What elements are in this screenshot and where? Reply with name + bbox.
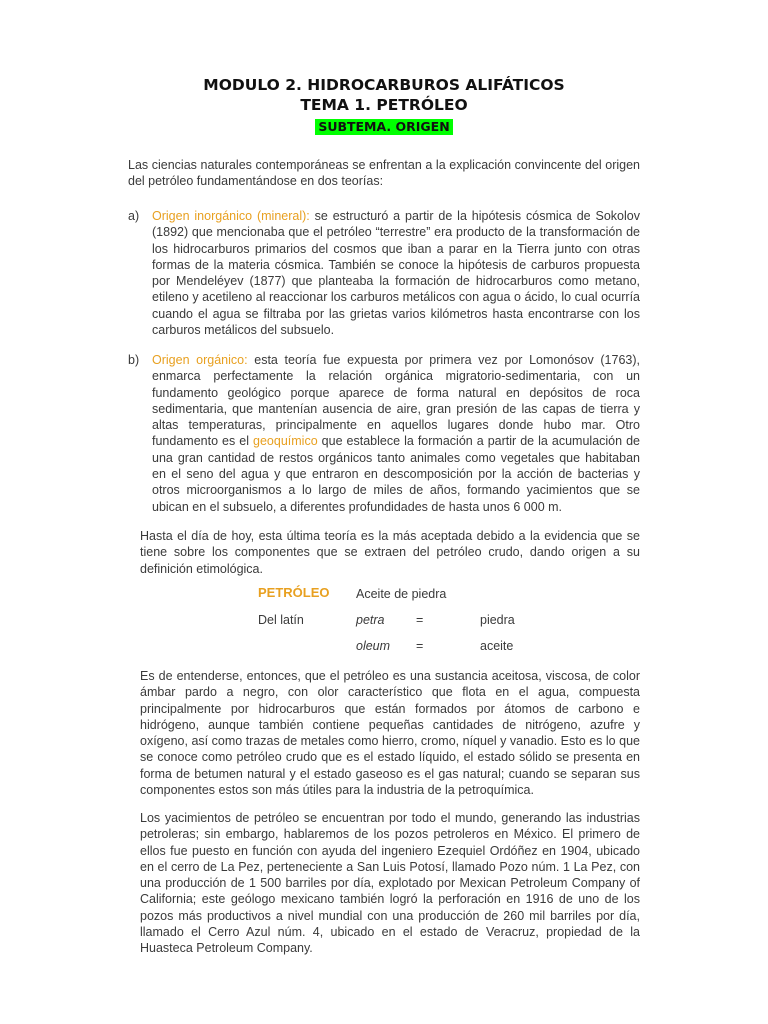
organic-origin-label: Origen orgánico: (152, 353, 248, 367)
organic-origin-text-2: que establece la formación a partir de la acumulación de una gran cantidad de restos orgánicos tanto animales como vegetales que habitaban en el seno del agua y que entraron en descomposición por la acción de bacterias y otros microorganismos a lo largo de miles de años, formando yacimientos que se ubican en el subsuelo, a diferentes profundidades de hasta unos 6 000 m. (152, 434, 641, 514)
organic-origin-text-1: esta teoría fue expuesta por primera vez por Lomonósov (1763), enmarca perfectamente la relación orgánica migratorio-sedimentaria, con un fundamento geológico porque aparece de forma natural en depósitos de roca sedimentaria, que mantenían ausencia de aire, gran presión de las capas de tierra y altas temperaturas, principalmente en aquellos lugares donde hubo mar. Otro fundamento es el (152, 353, 640, 449)
subtopic-label: SUBTEMA. ORIGEN (315, 119, 452, 135)
equals-sign-1: = (416, 613, 424, 627)
topic-title: TEMA 1. PETRÓLEO (300, 96, 468, 114)
petroleum-description-paragraph: Es de entenderse, entonces, que el petróleo es una sustancia aceitosa, viscosa, de color ámbar pardo a negro, con olor característico que flota en el agua, compuesta principalmente por hidrocarburos que están formados por átomos de carbono e hidrógeno, aunque también contiene pequeñas cantidades de nitrógeno, azufre y oxígeno, así como trazas de metales como hierro, cromo, níquel y vanadio. Esto es lo que se conoce como petróleo crudo que es el estado líquido, el estado sólido se presenta en forma de betumen natural y el estado gaseoso es el gas natural; cuando se separan sus componentes estos son más útiles para la industria de la petroquímica. (140, 669, 640, 798)
module-title: MODULO 2. HIDROCARBUROS ALIFÁTICOS (203, 76, 565, 94)
latin-word-petra: petra (356, 613, 385, 627)
etymology-meaning: Aceite de piedra (356, 587, 447, 601)
list-item-inorganic (152, 208, 640, 338)
translation-aceite: aceite (480, 639, 514, 653)
list-item-organic (152, 352, 640, 515)
inorganic-origin-text: se estructuró a partir de la hipótesis cósmica de Sokolov (1892) que mencionaba que el petróleo “terrestre” era producto de la transformación de los hidrocarburos primarios del cosmos que iban a parar en la Tierra junto con otras formas de la materia cósmica. También se conoce la hipótesis de carburos propuesta por Mendeléyev (1877) que planteaba la formación de hidrocarburos como metano, etileno y acetileno al reaccionar los carburos metálicos con agua o ácido, lo cual ocurría cuando el agua se filtraba por las grietas varios kilómetros hasta encontrarse con los carburos metálicos del subsuelo. (152, 209, 640, 338)
list-marker-a: a) (128, 209, 140, 223)
subtopic-row (0, 118, 768, 136)
geochemical-term: geoquímico (253, 434, 318, 449)
etymology-title: PETRÓLEO (258, 585, 330, 600)
intro-paragraph: Las ciencias naturales contemporáneas se enfrentan a la explicación convincente del origen del petróleo fundamentándose en dos teorías: (128, 158, 640, 189)
inorganic-origin-label: Origen inorgánico (mineral): (152, 209, 310, 223)
oil-fields-paragraph: Los yacimientos de petróleo se encuentran por todo el mundo, generando las industrias petroleras; sin embargo, hablaremos de los pozos petroleros en México. El primero de ellos fue puesto en función con ayuda del ingeniero Ezequiel Ordóñez en 1904, ubicado en el cerro de La Pez, perteneciente a San Luis Potosí, llamado Pozo núm. 1 La Pez, con una producción de 1 500 barriles por día, explotado por Mexican Petroleum Company of California; este geólogo mexicano también logró la perforación en 1916 de uno de los pozos más productivos a nivel mundial con una producción de 260 mil barriles por día, llamado el Cerro Azul núm. 4, ubicado en el estado de Veracruz, propiedad de la Huasteca Petroleum Company. (140, 811, 640, 956)
translation-piedra: piedra (480, 613, 515, 627)
etymology-from-label: Del latín (258, 613, 304, 627)
list-marker-b: b) (128, 353, 140, 367)
equals-sign-2: = (416, 639, 424, 653)
latin-word-oleum: oleum (356, 639, 391, 653)
accepted-theory-paragraph: Hasta el día de hoy, esta última teoría es la más aceptada debido a la evidencia que se tiene sobre los componentes que se extraen del petróleo crudo, dando origen a su definición etimológica. (140, 529, 640, 576)
